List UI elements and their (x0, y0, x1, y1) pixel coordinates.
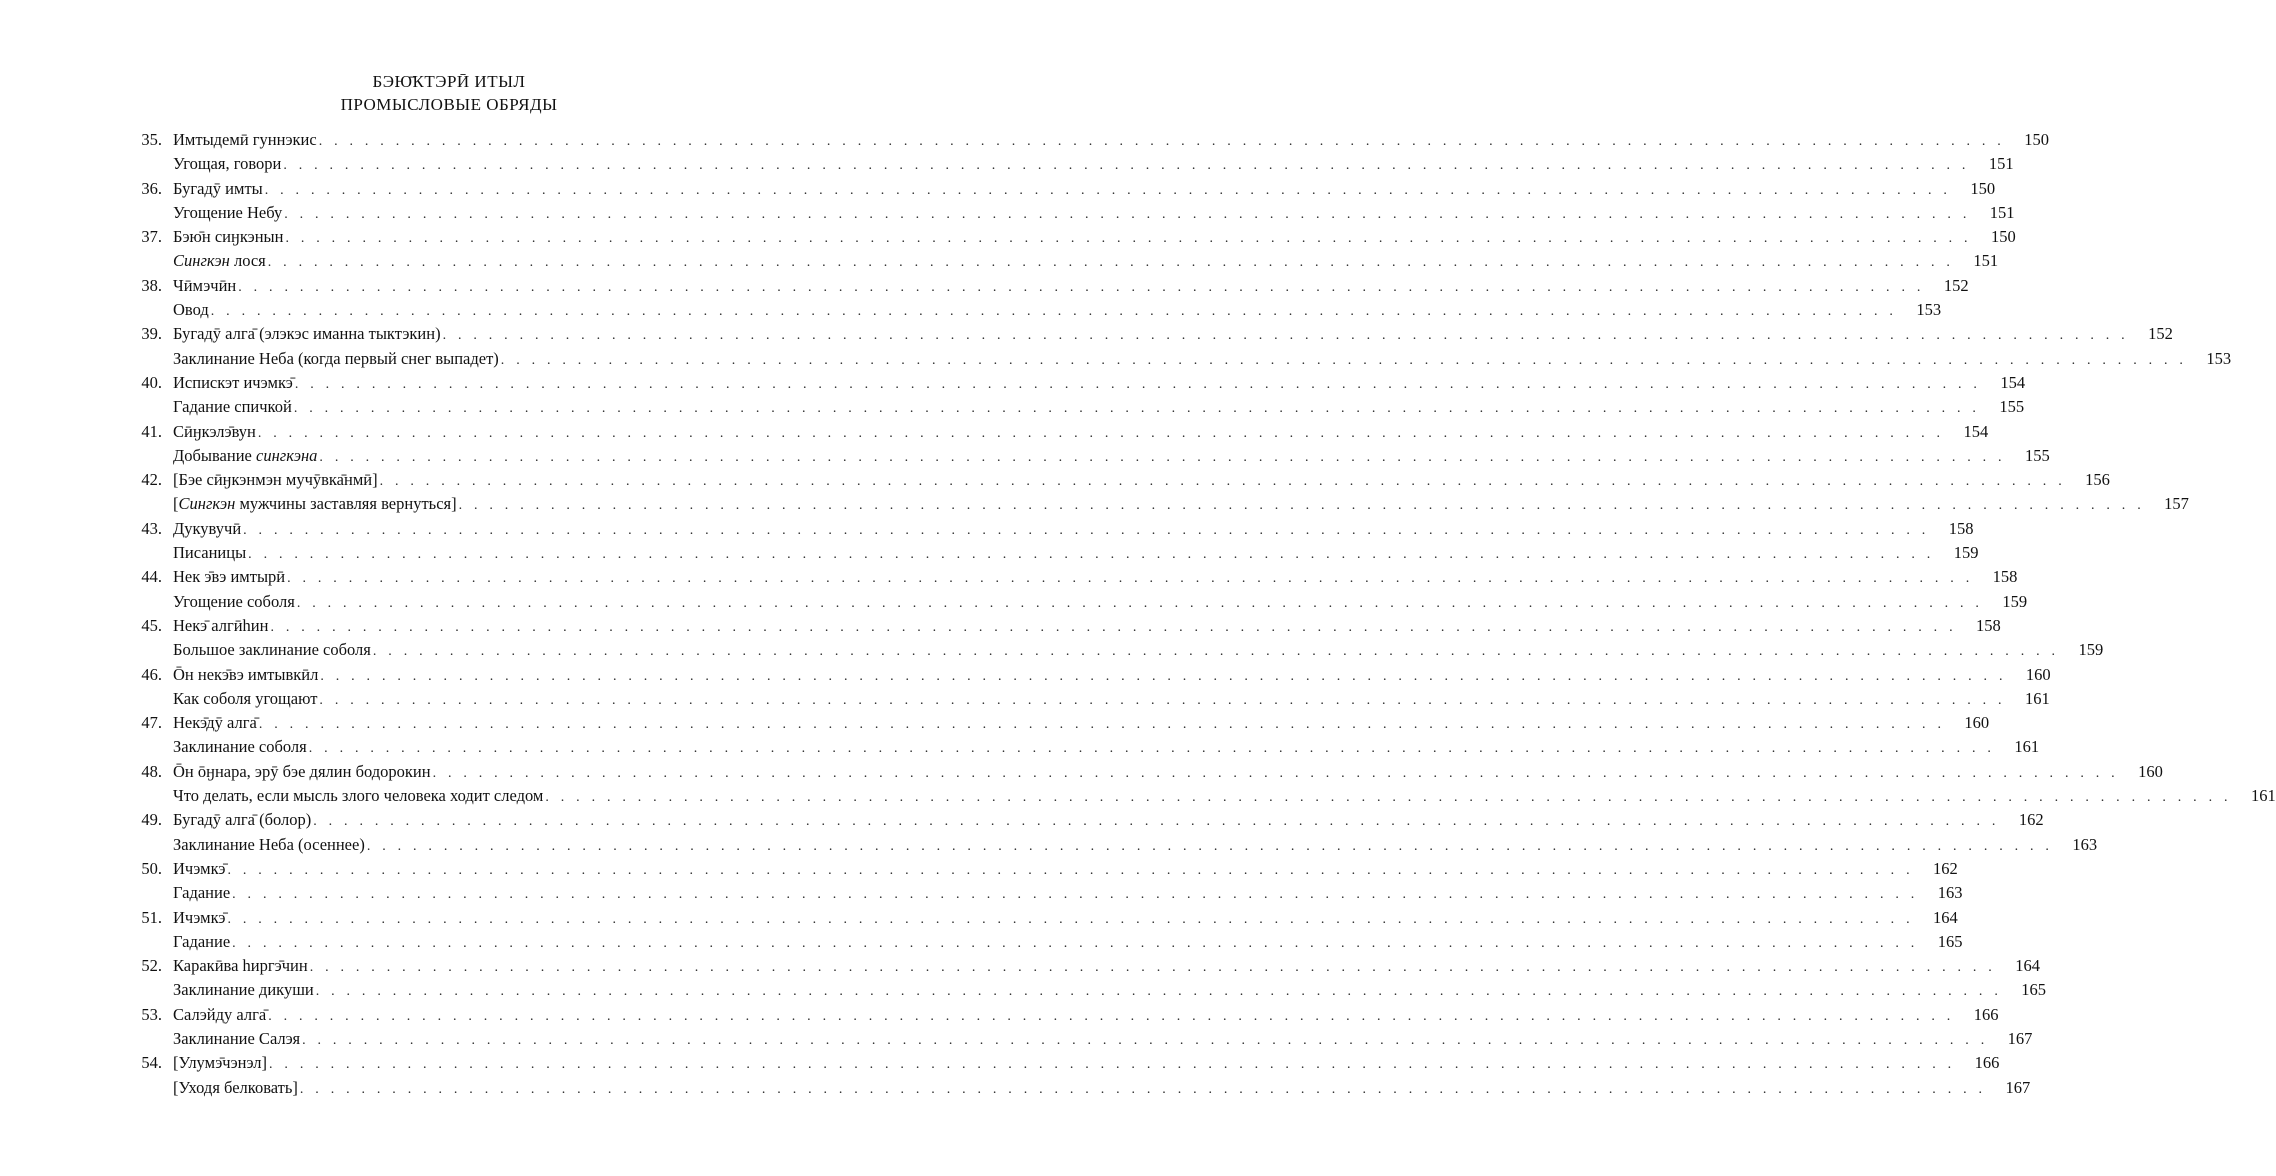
entry-number: 44. (141, 567, 162, 587)
page-number: 150 (1991, 227, 2016, 247)
toc-line-evenki (0, 468, 2110, 492)
dot-leader: . . . . . . . . . . . . . . . . . . . . . . . . . . . . . . . . . . . . . . . . . . . . . . . . . . . . . . . . . . . . . . . . . . . . . . . . . . . . . . . . . . . . . . . . . . . . . . . . . . . . . . . . . . . . . . (238, 279, 1925, 295)
dot-leader: . . . . . . . . . . . . . . . . . . . . . . . . . . . . . . . . . . . . . . . . . . . . . . . . . . . . . . . . . . . . . . . . . . . . . . . . . . . . . . . . . . . . . . . . . . . . . . . . . . . . . . . . . . . . . . (458, 498, 2145, 514)
page-number: 162 (1933, 858, 1958, 878)
entry-number: 45. (141, 615, 162, 635)
entry-title-russian (173, 444, 319, 468)
toc-line-evenki (0, 954, 2041, 978)
toc-entry (0, 663, 2051, 712)
dot-leader: . . . . . . . . . . . . . . . . . . . . . . . . . . . . . . . . . . . . . . . . . . . . . . . . . . . . . . . . . . . . . . . . . . . . . . . . . . . . . . . . . . . . . . . . . . . . . . . . . . . . . . . . . . . . . . (366, 838, 2054, 854)
toc-entry (0, 1003, 2033, 1052)
dot-leader: . . . . . . . . . . . . . . . . . . . . . . . . . . . . . . . . . . . . . . . . . . . . . . . . . . . . . . . . . . . . . . . . . . . . . . . . . . . . . . . . . . . . . . . . . . . . . . . . . . . . . . . . . . . . . . (268, 1008, 1955, 1024)
title-suffix: Заклинание Неба (когда первый снег выпадет) (173, 348, 499, 368)
entry-title-evenki: [Бэе сӣӈкэнмэн мучӯвка̄нмӣ] (173, 470, 378, 490)
dot-leader: . . . . . . . . . . . . . . . . . . . . . . . . . . . . . . . . . . . . . . . . . . . . . . . . . . . . . . . . . . . . . . . . . . . . . . . . . . . . . . . . . . . . . . . . . . . . . . . . . . . . . . . . . . . . . . (283, 158, 1970, 174)
title-suffix: Большое заклинание соболя (173, 640, 371, 660)
dot-leader: . . . . . . . . . . . . . . . . . . . . . . . . . . . . . . . . . . . . . . . . . . . . . . . . . . . . . . . . . . . . . . . . . . . . . . . . . . . . . . . . . . . . . . . . . . . . . . . . . . . . . . . . . . . . . . (284, 206, 1971, 222)
title-suffix: Угощение Небу (173, 202, 283, 222)
entry-title-russian (173, 1076, 300, 1100)
page-number: 157 (2164, 494, 2189, 514)
title-prefix: Добывание (173, 445, 256, 465)
title-italic: Сингкэн (178, 494, 236, 514)
toc-line-evenki (0, 565, 2018, 589)
page-number: 159 (1953, 543, 1979, 563)
page-number: 158 (1976, 615, 2001, 635)
title-suffix: Заклинание соболя (173, 737, 307, 757)
dot-leader: . . . . . . . . . . . . . . . . . . . . . . . . . . . . . . . . . . . . . . . . . . . . . . . . . . . . . . . . . . . . . . . . . . . . . . . . . . . . . . . . . . . . . . . . . . . . . . . . . . . . . . . . . . . . . . (545, 790, 2232, 806)
toc-line-russian (0, 735, 2040, 759)
toc-line-evenki (0, 1003, 1999, 1027)
dot-leader: . . . . . . . . . . . . . . . . . . . . . . . . . . . . . . . . . . . . . . . . . . . . . . . . . . . . . . . . . . . . . . . . . . . . . . . . . . . . . . . . . . . . . . . . . . . . . . . . . . . . . . . . . . . . . . (432, 765, 2119, 781)
page-number: 161 (2250, 786, 2276, 806)
dot-leader: . . . . . . . . . . . . . . . . . . . . . . . . . . . . . . . . . . . . . . . . . . . . . . . . . . . . . . . . . . . . . . . . . . . . . . . . . . . . . . . . . . . . . . . . . . . . . . . . . . . . . . . . . . . . . . (269, 1057, 1956, 1073)
entry-title-evenki: Бугадӯ алга̄ (элэкэс иманна тыктэкин) (173, 324, 441, 344)
toc-line-evenki (0, 274, 1969, 298)
toc-line-russian (0, 784, 2276, 808)
title-italic: Сингкэн (173, 251, 230, 271)
toc-line-russian (0, 492, 2189, 516)
page-number: 167 (2007, 1028, 2033, 1048)
entry-title-evenki: Бугадӯ алга̄ (болор) (173, 810, 312, 830)
entry-title-russian (173, 347, 501, 371)
toc-entry (0, 614, 2104, 663)
page-number: 164 (2015, 956, 2041, 976)
entry-title-evenki: Ōн некэ̄вэ имтывкӣл (173, 664, 319, 684)
page-number: 161 (2014, 737, 2040, 757)
toc-entry (0, 954, 2047, 1003)
title-suffix: Писаницы (173, 543, 247, 563)
toc-entry (0, 420, 2050, 469)
page-number: 151 (1973, 251, 1999, 271)
toc-entry (0, 468, 2189, 517)
entry-number: 54. (141, 1053, 162, 1073)
page-number: 150 (2024, 130, 2050, 149)
page-number: 154 (2000, 372, 2026, 392)
toc-entry (0, 760, 2276, 809)
page-number: 155 (2024, 445, 2050, 465)
entry-number: 46. (141, 664, 162, 684)
entry-title-russian (173, 541, 248, 565)
entry-title-evenki: Имтыдемӣ гуннэкис (173, 130, 317, 149)
entry-number: 35. (141, 130, 162, 149)
entry-number: 53. (141, 1004, 162, 1024)
toc-line-evenki (0, 225, 2016, 249)
dot-leader: . . . . . . . . . . . . . . . . . . . . . . . . . . . . . . . . . . . . . . . . . . . . . . . . . . . . . . . . . . . . . . . . . . . . . . . . . . . . . . . . . . . . . . . . . . . . . . . . . . . . . . . . . . . . . . (442, 328, 2129, 344)
dot-leader: . . . . . . . . . . . . . . . . . . . . . . . . . . . . . . . . . . . . . . . . . . . . . . . . . . . . . . . . . . . . . . . . . . . . . . . . . . . . . . . . . . . . . . . . . . . . . . . . . . . . . . . . . . . . . . (227, 911, 1914, 927)
toc-entry (0, 857, 1963, 906)
dot-leader: . . . . . . . . . . . . . . . . . . . . . . . . . . . . . . . . . . . . . . . . . . . . . . . . . . . . . . . . . . . . . . . . . . . . . . . . . . . . . . . . . . . . . . . . . . . . . . . . . . . . . . . . . . . . . . (293, 401, 1981, 417)
dot-leader: . . . . . . . . . . . . . . . . . . . . . . . . . . . . . . . . . . . . . . . . . . . . . . . . . . . . . . . . . . . . . . . . . . . . . . . . . . . . . . . . . . . . . . . . . . . . . . . . . . . . . . . . . . . . . . (308, 741, 1996, 757)
title-suffix: Заклинание Неба (осеннее) (173, 834, 365, 854)
dot-leader: . . . . . . . . . . . . . . . . . . . . . . . . . . . . . . . . . . . . . . . . . . . . . . . . . . . . . . . . . . . . . . . . . . . . . . . . . . . . . . . . . . . . . . . . . . . . . . . . . . . . . . . . . . . . . . (320, 668, 2007, 684)
title-suffix: Гадание спичкой (173, 397, 292, 417)
entry-title-evenki: Нек э̄вэ имтырӣ (173, 567, 286, 587)
toc-line-russian (0, 395, 2025, 419)
toc-line-evenki (0, 177, 1996, 201)
entry-title-evenki: Салэйду алга̄ (173, 1004, 267, 1024)
toc-line-russian (0, 687, 2050, 711)
entry-title-russian (173, 687, 319, 711)
toc-entry (0, 322, 2232, 371)
page-number: 164 (1933, 907, 1958, 927)
page-number: 160 (2025, 664, 2051, 684)
entry-title-evenki: Ичэмкэ̄ (173, 858, 226, 878)
toc-line-russian (0, 978, 2047, 1002)
toc-line-evenki (0, 420, 1989, 444)
dot-leader: . . . . . . . . . . . . . . . . . . . . . . . . . . . . . . . . . . . . . . . . . . . . . . . . . . . . . . . . . . . . . . . . . . . . . . . . . . . . . . . . . . . . . . . . . . . . . . . . . . . . . . . . . . . . . . (313, 814, 2000, 830)
entry-title-evenki: Испискэт ичэмкэ̄ (173, 372, 293, 392)
section-title-russian: ПРОМЫСЛОВЫЕ ОБРЯДЫ (340, 95, 558, 114)
entry-title-evenki: Дукувучӣ (173, 518, 242, 538)
entry-title-russian (173, 881, 232, 905)
dot-leader: . . . . . . . . . . . . . . . . . . . . . . . . . . . . . . . . . . . . . . . . . . . . . . . . . . . . . . . . . . . . . . . . . . . . . . . . . . . . . . . . . . . . . . . . . . . . . . . . . . . . . . . . . . . . . . (232, 887, 1919, 903)
entry-title-evenki: Чӣмэчӣн (173, 275, 237, 295)
toc-line-evenki (0, 906, 1958, 930)
toc-line-russian (0, 590, 2028, 614)
entry-title-evenki: Ичэмкэ̄ (173, 907, 226, 927)
dot-leader: . . . . . . . . . . . . . . . . . . . . . . . . . . . . . . . . . . . . . . . . . . . . . . . . . . . . . . . . . . . . . . . . . . . . . . . . . . . . . . . . . . . . . . . . . . . . . . . . . . . . . . . . . . . . . . (248, 547, 1935, 563)
dot-leader: . . . . . . . . . . . . . . . . . . . . . . . . . . . . . . . . . . . . . . . . . . . . . . . . . . . . . . . . . . . . . . . . . . . . . . . . . . . . . . . . . . . . . . . . . . . . . . . . . . . . . . . . . . . . . . (243, 522, 1930, 538)
toc-entry (0, 711, 2040, 760)
entry-title-evenki: Бугадӯ имты (173, 178, 263, 198)
toc-line-russian (0, 930, 1963, 954)
entry-title-russian (173, 784, 545, 808)
page-number: 150 (1970, 178, 1996, 198)
entry-title-russian (173, 492, 459, 516)
page-number: 153 (1916, 300, 1942, 320)
title-suffix: Заклинание Салэя (173, 1028, 301, 1048)
entry-title-russian (173, 978, 316, 1002)
title-suffix: мужчины заставляя вернуться] (235, 494, 457, 514)
toc-entry (0, 906, 1963, 955)
dot-leader: . . . . . . . . . . . . . . . . . . . . . . . . . . . . . . . . . . . . . . . . . . . . . . . . . . . . . . . . . . . . . . . . . . . . . . . . . . . . . . . . . . . . . . . . . . . . . . . . . . . . . . . . . . . . . . (372, 644, 2060, 660)
title-suffix: Что делать, если мысль злого человека ходит следом (173, 786, 544, 806)
entry-title-russian (173, 735, 309, 759)
dot-leader: . . . . . . . . . . . . . . . . . . . . . . . . . . . . . . . . . . . . . . . . . . . . . . . . . . . . . . . . . . . . . . . . . . . . . . . . . . . . . . . . . . . . . . . . . . . . . . . . . . . . . . . . . . . . . . (227, 862, 1914, 878)
page-number: 162 (2018, 810, 2044, 830)
title-suffix: Угощая, говори (173, 154, 282, 174)
page-number: 152 (1943, 275, 1969, 295)
entry-number: 52. (141, 956, 162, 976)
page-number: 161 (2024, 688, 2050, 708)
dot-leader: . . . . . . . . . . . . . . . . . . . . . . . . . . . . . . . . . . . . . . . . . . . . . . . . . . . . . . . . . . . . . . . . . . . . . . . . . . . . . . . . . . . . . . . . . . . . . . . . . . . . . . . . . . . . . . (319, 449, 2006, 465)
entry-number: 49. (141, 810, 162, 830)
dot-leader: . . . . . . . . . . . . . . . . . . . . . . . . . . . . . . . . . . . . . . . . . . . . . . . . . . . . . . . . . . . . . . . . . . . . . . . . . . . . . . . . . . . . . . . . . . . . . . . . . . . . . . . . . . . . . . (258, 717, 1946, 733)
dot-leader: . . . . . . . . . . . . . . . . . . . . . . . . . . . . . . . . . . . . . . . . . . . . . . . . . . . . . . . . . . . . . . . . . . . . . . . . . . . . . . . . . . . . . . . . . . . . . . . . . . . . . . . . . . . . . . (299, 1081, 1987, 1097)
table-of-contents (0, 128, 2276, 1100)
toc-line-russian (0, 249, 1999, 273)
toc-line-russian (0, 347, 2232, 371)
entry-title-russian (173, 298, 211, 322)
page-number: 154 (1963, 421, 1989, 441)
entry-title-evenki: Некэ̄ алгӣһин (173, 615, 269, 635)
toc-line-russian (0, 541, 1979, 565)
entry-number: 48. (141, 761, 162, 781)
dot-leader: . . . . . . . . . . . . . . . . . . . . . . . . . . . . . . . . . . . . . . . . . . . . . . . . . . . . . . . . . . . . . . . . . . . . . . . . . . . . . . . . . . . . . . . . . . . . . . . . . . . . . . . . . . . . . . (500, 352, 2188, 368)
dot-leader: . . . . . . . . . . . . . . . . . . . . . . . . . . . . . . . . . . . . . . . . . . . . . . . . . . . . . . . . . . . . . . . . . . . . . . . . . . . . . . . . . . . . . . . . . . . . . . . . . . . . . . . . . . . . . . (294, 376, 1982, 392)
entry-number: 47. (141, 713, 162, 733)
entry-number: 38. (141, 275, 162, 295)
dot-leader: . . . . . . . . . . . . . . . . . . . . . . . . . . . . . . . . . . . . . . . . . . . . . . . . . . . . . . . . . . . . . . . . . . . . . . . . . . . . . . . . . . . . . . . . . . . . . . . . . . . . . . . . . . . . . . (270, 619, 1957, 635)
dot-leader: . . . . . . . . . . . . . . . . . . . . . . . . . . . . . . . . . . . . . . . . . . . . . . . . . . . . . . . . . . . . . . . . . . . . . . . . . . . . . . . . . . . . . . . . . . . . . . . . . . . . . . . . . . . . . . (267, 255, 1955, 271)
toc-entry (0, 274, 1969, 323)
page-number: 165 (2021, 980, 2047, 1000)
dot-leader: . . . . . . . . . . . . . . . . . . . . . . . . . . . . . . . . . . . . . . . . . . . . . . . . . . . . . . . . . . . . . . . . . . . . . . . . . . . . . . . . . . . . . . . . . . . . . . . . . . . . . . . . . . . . . . (296, 595, 1984, 611)
dot-leader: . . . . . . . . . . . . . . . . . . . . . . . . . . . . . . . . . . . . . . . . . . . . . . . . . . . . . . . . . . . . . . . . . . . . . . . . . . . . . . . . . . . . . . . . . . . . . . . . . . . . . . . . . . . . . . (315, 984, 2003, 1000)
toc-entry (0, 128, 2050, 177)
page-number: 151 (1988, 154, 2014, 174)
dot-leader: . . . . . . . . . . . . . . . . . . . . . . . . . . . . . . . . . . . . . . . . . . . . . . . . . . . . . . . . . . . . . . . . . . . . . . . . . . . . . . . . . . . . . . . . . . . . . . . . . . . . . . . . . . . . . . (264, 182, 1952, 198)
toc-entry (0, 808, 2098, 857)
toc-line-evenki (0, 614, 2001, 638)
title-suffix: Заклинание дикуши (173, 980, 314, 1000)
entry-title-russian (173, 395, 294, 419)
entry-title-evenki: Сӣӈкэлэ̄вун (173, 421, 256, 441)
page-number: 166 (1974, 1053, 2000, 1073)
page-number: 156 (2085, 470, 2110, 490)
entry-number: 50. (141, 858, 162, 878)
entry-title-russian (173, 638, 373, 662)
section-title-evenki: БЭЮ̄КТЭРӢ ИТЫЛ (372, 72, 526, 91)
toc-line-russian (0, 152, 2014, 176)
section-heading (0, 70, 898, 116)
page-number: 151 (1989, 202, 2015, 222)
entry-title-evenki: Каракӣва һиргэ̄чин (173, 956, 308, 976)
toc-line-russian (0, 1027, 2033, 1051)
page-number: 152 (2148, 324, 2173, 344)
entry-title-russian (173, 590, 297, 614)
dot-leader: . . . . . . . . . . . . . . . . . . . . . . . . . . . . . . . . . . . . . . . . . . . . . . . . . . . . . . . . . . . . . . . . . . . . . . . . . . . . . . . . . . . . . . . . . . . . . . . . . . . . . . . . . . . . . . (302, 1032, 1989, 1048)
entry-title-evenki: Бэю̄н сиӈкэнын (173, 227, 284, 247)
title-suffix: Гадание (173, 931, 231, 951)
dot-leader: . . . . . . . . . . . . . . . . . . . . . . . . . . . . . . . . . . . . . . . . . . . . . . . . . . . . . . . . . . . . . . . . . . . . . . . . . . . . . . . . . . . . . . . . . . . . . . . . . . . . . . . . . . . . . . (285, 231, 1972, 247)
entry-title-evenki: Ōн ōӈнара, эрӯ бэе дялин бодорокин (173, 761, 431, 781)
toc-line-evenki (0, 517, 1974, 541)
toc-line-russian (0, 833, 2098, 857)
entry-title-russian (173, 930, 232, 954)
entry-title-evenki: [Улумэ̄чэнэл] (173, 1053, 268, 1073)
toc-entry (0, 565, 2028, 614)
toc-line-evenki (0, 371, 2026, 395)
toc-line-russian (0, 638, 2104, 662)
dot-leader: . . . . . . . . . . . . . . . . . . . . . . . . . . . . . . . . . . . . . . . . . . . . . . . . . . . . . . . . . . . . . . . . . . . . . . . . . . . . . . . . . . . . . . . . . . . . . . . . . . . . . . . . . . . . . . (319, 692, 2006, 708)
entry-number: 51. (141, 907, 162, 927)
entry-title-russian (173, 201, 284, 225)
toc-line-evenki (0, 322, 2173, 346)
entry-title-russian (173, 833, 367, 857)
toc-line-russian (0, 444, 2050, 468)
page-number: 155 (1999, 397, 2025, 417)
toc-entry (0, 371, 2026, 420)
page-number: 165 (1937, 931, 1963, 951)
entry-number: 42. (141, 470, 162, 490)
toc-line-russian (0, 298, 1942, 322)
title-prefix: [ (173, 494, 179, 514)
entry-title-russian (173, 152, 283, 176)
entry-title-russian (173, 249, 268, 273)
title-suffix: Гадание (173, 883, 231, 903)
toc-line-evenki (0, 760, 2163, 784)
entry-number: 40. (141, 372, 162, 392)
entry-number: 37. (141, 227, 162, 247)
entry-number: 39. (141, 324, 162, 344)
dot-leader: . . . . . . . . . . . . . . . . . . . . . . . . . . . . . . . . . . . . . . . . . . . . . . . . . . . . . . . . . . . . . . . . . . . . . . . . . . . . . . . . . . . . . . . . . . . . . . . . . . . . . . . . . . . . . . (379, 474, 2066, 490)
entry-number: 43. (141, 518, 162, 538)
entry-number: 36. (141, 178, 162, 198)
dot-leader: . . . . . . . . . . . . . . . . . . . . . . . . . . . . . . . . . . . . . . . . . . . . . . . . . . . . . . . . . . . . . . . . . . . . . . . . . . . . . . . . . . . . . . . . . . . . . . . . . . . . . . . . . . . . . . (287, 571, 1974, 587)
page-number: 158 (1948, 518, 1974, 538)
entry-number: 41. (141, 421, 162, 441)
toc-entry (0, 517, 1979, 566)
entry-title-russian (173, 1027, 302, 1051)
toc-entry (0, 225, 2016, 274)
toc-entry (0, 177, 2015, 226)
page-number: 166 (1973, 1004, 1999, 1024)
dot-leader: . . . . . . . . . . . . . . . . . . . . . . . . . . . . . . . . . . . . . . . . . . . . . . . . . . . . . . . . . . . . . . . . . . . . . . . . . . . . . . . . . . . . . . . . . . . . . . . . . . . . . . . . . . . . . . (232, 935, 1919, 951)
page-number: 159 (2078, 640, 2104, 660)
title-italic: сингкэна (256, 445, 318, 465)
toc-line-evenki (0, 128, 2050, 152)
page-number: 167 (2005, 1077, 2031, 1097)
toc-line-evenki (0, 711, 1990, 735)
title-suffix: Овод (173, 300, 209, 320)
title-suffix: [Уходя белковать] (173, 1077, 298, 1097)
toc-line-evenki (0, 663, 2051, 687)
page-number: 158 (1992, 567, 2018, 587)
toc-line-russian (0, 201, 2015, 225)
dot-leader: . . . . . . . . . . . . . . . . . . . . . . . . . . . . . . . . . . . . . . . . . . . . . . . . . . . . . . . . . . . . . . . . . . . . . . . . . . . . . . . . . . . . . . . . . . . . . . . . . . . . . . . . . . . . . . (318, 134, 2006, 149)
dot-leader: . . . . . . . . . . . . . . . . . . . . . . . . . . . . . . . . . . . . . . . . . . . . . . . . . . . . . . . . . . . . . . . . . . . . . . . . . . . . . . . . . . . . . . . . . . . . . . . . . . . . . . . . . . . . . . (309, 960, 1997, 976)
entry-title-evenki: Некэ̄дӯ алга̄ (173, 713, 257, 733)
page-number: 159 (2002, 591, 2028, 611)
toc-line-russian (0, 1076, 2031, 1100)
page-number: 163 (1937, 883, 1963, 903)
page-number: 160 (1964, 713, 1990, 733)
dot-leader: . . . . . . . . . . . . . . . . . . . . . . . . . . . . . . . . . . . . . . . . . . . . . . . . . . . . . . . . . . . . . . . . . . . . . . . . . . . . . . . . . . . . . . . . . . . . . . . . . . . . . . . . . . . . . . (210, 304, 1898, 320)
toc-line-russian (0, 881, 1963, 905)
toc-line-evenki (0, 808, 2044, 832)
toc-line-evenki (0, 857, 1958, 881)
dot-leader: . . . . . . . . . . . . . . . . . . . . . . . . . . . . . . . . . . . . . . . . . . . . . . . . . . . . . . . . . . . . . . . . . . . . . . . . . . . . . . . . . . . . . . . . . . . . . . . . . . . . . . . . . . . . . . (257, 425, 1945, 441)
title-suffix: лося (229, 251, 266, 271)
toc-entry (0, 1051, 2031, 1100)
title-suffix: Как соболя угощают (173, 688, 318, 708)
toc-line-evenki (0, 1051, 2000, 1075)
title-suffix: Угощение соболя (173, 591, 295, 611)
page-number: 153 (2206, 348, 2232, 368)
page-number: 160 (2138, 761, 2163, 781)
page-number: 163 (2072, 834, 2098, 854)
